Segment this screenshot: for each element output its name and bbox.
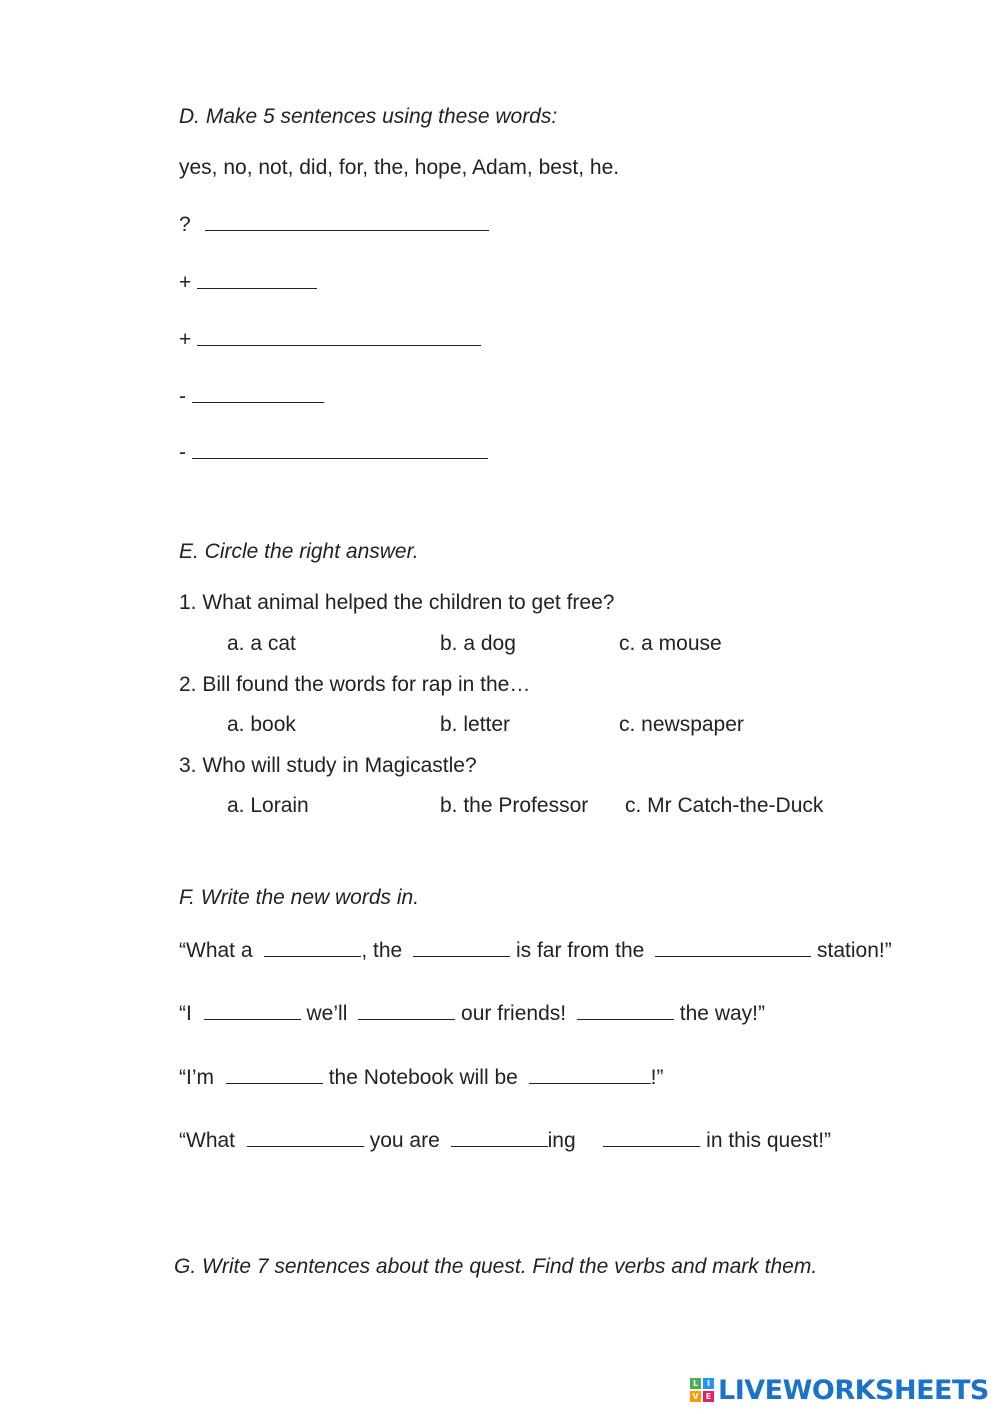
answer-blank[interactable]	[197, 268, 317, 289]
fill-blank[interactable]	[529, 1063, 651, 1084]
fill-line-4	[179, 1126, 831, 1154]
logo-letter: L	[690, 1378, 701, 1389]
fill-blank[interactable]	[413, 936, 510, 957]
answer-blank[interactable]	[192, 438, 488, 459]
q2-option-a[interactable]: a. book	[227, 713, 296, 736]
fill-line-3	[179, 1063, 663, 1091]
prompt-question-mark: ?	[179, 213, 191, 236]
prompt-minus: -	[179, 441, 186, 464]
fill-text: “What a	[179, 939, 253, 962]
sentence-line-5	[179, 438, 488, 466]
fill-text: you are	[369, 1129, 440, 1152]
fill-text: in this quest!”	[706, 1129, 832, 1152]
section-g-heading: G. Write 7 sentences about the quest. Find the verbs and mark them.	[174, 1255, 818, 1278]
q3-option-c[interactable]: c. Mr Catch-the-Duck	[625, 794, 824, 817]
fill-blank[interactable]	[451, 1126, 548, 1147]
logo-letter: I	[703, 1378, 714, 1389]
fill-text: , the	[361, 939, 403, 962]
section-e-heading: E. Circle the right answer.	[179, 540, 419, 563]
q1-option-c[interactable]: c. a mouse	[619, 632, 722, 655]
fill-text: we’ll	[306, 1002, 348, 1025]
fill-line-1	[179, 936, 892, 964]
fill-text: ing	[547, 1129, 576, 1152]
answer-blank[interactable]	[197, 325, 481, 346]
fill-blank[interactable]	[226, 1063, 323, 1084]
sentence-line-3	[179, 325, 481, 353]
logo-text: LIVEWORKSHEETS	[718, 1374, 989, 1406]
fill-line-2	[179, 999, 765, 1027]
fill-text: “What	[179, 1129, 236, 1152]
fill-text: the Notebook will be	[328, 1066, 518, 1089]
answer-blank[interactable]	[205, 210, 489, 231]
question-3: 3. Who will study in Magicastle?	[179, 754, 477, 777]
logo-letter: V	[690, 1391, 701, 1402]
sentence-line-4	[179, 382, 324, 410]
fill-blank[interactable]	[247, 1126, 364, 1147]
section-d-heading: D. Make 5 sentences using these words:	[179, 105, 558, 128]
fill-text: station!”	[817, 939, 892, 962]
liveworksheets-logo	[690, 1372, 989, 1408]
q2-option-c[interactable]: c. newspaper	[619, 713, 744, 736]
fill-text: is far from the	[515, 939, 645, 962]
word-bank: yes, no, not, did, for, the, hope, Adam, best, he.	[179, 156, 620, 179]
fill-blank[interactable]	[204, 999, 301, 1020]
q1-option-b[interactable]: b. a dog	[440, 632, 516, 655]
section-f-heading: F. Write the new words in.	[179, 886, 420, 909]
q2-option-b[interactable]: b. letter	[440, 713, 511, 736]
prompt-plus: +	[179, 271, 192, 294]
logo-letter: E	[703, 1391, 714, 1402]
sentence-line-2	[179, 268, 317, 296]
fill-blank[interactable]	[603, 1126, 700, 1147]
prompt-minus: -	[179, 385, 186, 408]
answer-blank[interactable]	[192, 382, 324, 403]
fill-blank[interactable]	[264, 936, 361, 957]
fill-blank[interactable]	[655, 936, 811, 957]
fill-blank[interactable]	[358, 999, 455, 1020]
fill-text: “I’m	[179, 1066, 214, 1089]
question-1: 1. What animal helped the children to get free?	[179, 591, 615, 614]
fill-text: our friends!	[461, 1002, 567, 1025]
fill-text: the way!”	[679, 1002, 765, 1025]
question-2: 2. Bill found the words for rap in the…	[179, 673, 531, 696]
q3-option-b[interactable]: b. the Professor	[440, 794, 589, 817]
fill-text: !”	[650, 1066, 664, 1089]
q3-option-a[interactable]: a. Lorain	[227, 794, 309, 817]
fill-blank[interactable]	[577, 999, 674, 1020]
sentence-line-1	[179, 210, 489, 238]
prompt-plus: +	[179, 328, 192, 351]
q1-option-a[interactable]: a. a cat	[227, 632, 296, 655]
liveworksheets-logo-icon	[690, 1378, 714, 1402]
fill-text: “I	[179, 1002, 192, 1025]
